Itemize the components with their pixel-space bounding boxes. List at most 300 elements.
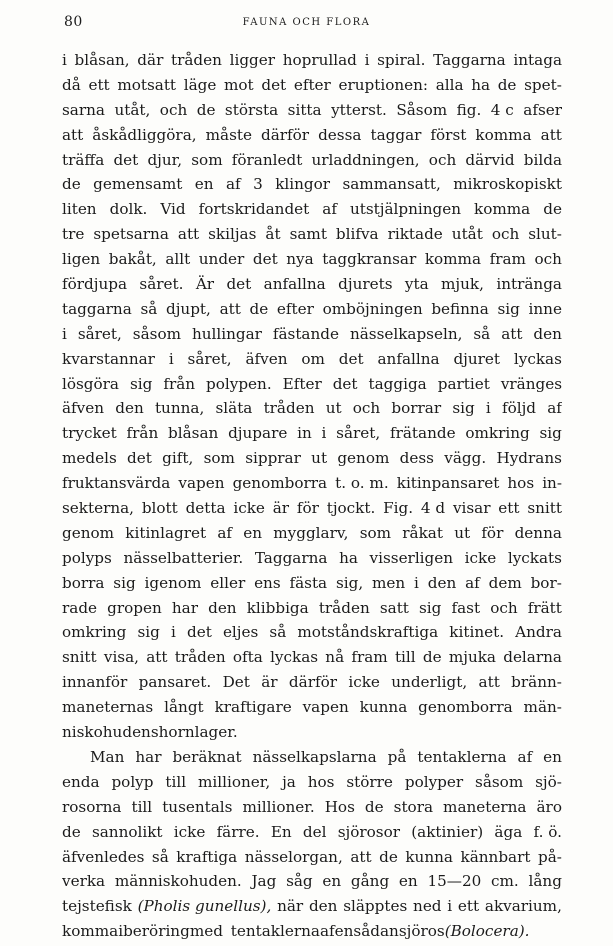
word: utåt (451, 225, 483, 244)
word: för (296, 499, 319, 518)
word: till (131, 797, 153, 816)
word: åt (265, 225, 281, 244)
word: sig, (335, 573, 364, 592)
word: kitinlagret (125, 523, 207, 542)
text-line (62, 123, 562, 148)
word: rosorna (62, 797, 122, 816)
word: måste (205, 125, 252, 144)
word: i (447, 897, 453, 916)
word: i (171, 623, 176, 642)
word: rade (62, 598, 98, 617)
word: vapen (302, 698, 349, 717)
word: allt (165, 250, 191, 269)
word: beröring (123, 922, 190, 941)
word: släta (215, 399, 253, 418)
text-line (62, 222, 562, 247)
word: utstjälpningen (349, 200, 461, 219)
word: och (491, 225, 520, 244)
word: ned (413, 897, 442, 916)
word: tråden (263, 399, 315, 418)
word: djupare (228, 424, 288, 443)
text-line (62, 496, 562, 521)
word: fig. (456, 100, 482, 119)
word: råkat (402, 523, 443, 542)
word: är (272, 499, 290, 518)
word: äro (536, 797, 562, 816)
word: såret, (77, 324, 122, 343)
word: akvarium, (484, 897, 562, 916)
word: äfven (245, 349, 288, 368)
text-line (62, 869, 562, 894)
word: motståndskraftiga (297, 623, 439, 642)
word: skiljas (208, 225, 257, 244)
word: frätt (527, 598, 562, 617)
word: f. ö. (533, 822, 562, 841)
italic-word: (Bolocera). (444, 922, 530, 941)
word: riktade (387, 225, 443, 244)
word: såret, (187, 349, 232, 368)
word: bränn- (511, 673, 562, 692)
word: att (540, 125, 562, 144)
word: blott (141, 499, 178, 518)
word: eljes (222, 623, 259, 642)
word: sipprar (245, 449, 301, 468)
text-line (62, 247, 562, 272)
word: polyps (62, 548, 112, 567)
word: det (252, 250, 278, 269)
word: in (297, 424, 312, 443)
word: Såsom (396, 100, 448, 119)
word: blåsan, (74, 51, 130, 69)
word: motsatt (117, 75, 177, 94)
word: att (219, 299, 241, 318)
word: hos (307, 772, 335, 791)
word: kvarstannar (62, 349, 155, 368)
running-head: FAUNA OCH FLORA (242, 17, 371, 28)
word: på (387, 747, 407, 766)
word: millioner, (197, 772, 271, 791)
word: trycket (62, 424, 117, 443)
text-line (62, 596, 562, 621)
word: såsom (132, 324, 181, 343)
word: de (497, 75, 517, 94)
word: det (261, 75, 287, 94)
word: äga (494, 822, 523, 841)
word: ligger (229, 51, 276, 69)
word: fram (489, 250, 526, 269)
word: det (338, 349, 364, 368)
word: äfvenledes (62, 847, 145, 866)
word: större (346, 772, 393, 791)
italic-word: (Pholis gunellus), (137, 897, 272, 916)
word: träffa (62, 150, 105, 169)
text-line (62, 720, 562, 745)
word: taggkransar (322, 250, 417, 269)
word: såret, (336, 424, 381, 443)
text-line (62, 372, 562, 397)
word: polyp (111, 772, 154, 791)
word: underligt, (391, 673, 468, 692)
word: har (135, 747, 162, 766)
word: sig (497, 299, 520, 318)
word: Är (195, 275, 215, 294)
word: färre. (216, 822, 260, 841)
word: och (490, 598, 518, 617)
word: pansaret. (138, 673, 212, 692)
word: tråden (171, 51, 222, 69)
word: läge (183, 75, 217, 94)
word: de (364, 797, 384, 816)
word: lyckas (513, 349, 562, 368)
word: inträngа (496, 275, 562, 294)
word: sekterna, (62, 499, 134, 518)
word: hoprullad (282, 51, 357, 69)
word: Man (90, 747, 125, 766)
word: alla (435, 75, 464, 94)
word: i (62, 324, 67, 343)
word: befinna (431, 299, 489, 318)
word: om (301, 349, 325, 368)
word: ett (457, 897, 480, 916)
word: vapen (178, 474, 225, 493)
word: af (465, 573, 480, 592)
word: intaga (513, 51, 562, 69)
text-line (62, 172, 562, 197)
word: mot (224, 75, 254, 94)
word: igenom (144, 573, 202, 592)
word: under (198, 250, 245, 269)
word: visar (452, 499, 491, 518)
word: att (478, 673, 500, 692)
text-line (62, 546, 562, 571)
word: nå (325, 648, 345, 667)
word: i (62, 51, 67, 69)
word: blåsan (168, 424, 219, 443)
text-line (62, 396, 562, 421)
word: från (163, 374, 196, 393)
word: ligen (62, 250, 101, 269)
word: in- (542, 474, 562, 493)
word: nässelorgan, (244, 847, 343, 866)
word: kitinpansaret (396, 474, 500, 493)
word: att (350, 847, 372, 866)
word: så (269, 623, 287, 642)
word: klingor (275, 175, 331, 194)
word: till (165, 772, 187, 791)
word: och (534, 250, 562, 269)
text-line (62, 347, 562, 372)
word: gång (350, 872, 390, 891)
word: stora (393, 797, 434, 816)
word: dem (488, 573, 522, 592)
word: hullingar (191, 324, 262, 343)
word: en (543, 747, 562, 766)
text-line (62, 48, 562, 73)
word: frätande (389, 424, 456, 443)
word: gemensamt (93, 175, 183, 194)
word: lyckas (270, 648, 319, 667)
word: sjö- (535, 772, 562, 791)
word: ytterst. (331, 100, 387, 119)
word: är (261, 673, 278, 692)
word: verka (62, 872, 106, 891)
word: därför (260, 125, 310, 144)
word: anfallna (263, 275, 326, 294)
text-line (62, 845, 562, 870)
word: Taggarna (254, 548, 328, 567)
word: tråden (318, 598, 370, 617)
word: af (547, 399, 562, 418)
word: en (243, 523, 263, 542)
text-line (62, 745, 562, 770)
word: föranledt (231, 150, 303, 169)
word: en (194, 175, 214, 194)
paragraph (62, 48, 562, 745)
word: cm. (491, 872, 519, 891)
word: på- (538, 847, 562, 866)
word: först (430, 125, 467, 144)
word: tre (62, 225, 85, 244)
word: icke (464, 548, 497, 567)
text-line (62, 695, 562, 720)
word: urladdningen, (311, 150, 420, 169)
word: för (481, 523, 504, 542)
word: nässelkapseln, (349, 324, 463, 343)
word: vränges (500, 374, 562, 393)
text-line (62, 421, 562, 446)
word: en (322, 872, 342, 891)
word: fram (351, 648, 388, 667)
word: så (140, 299, 158, 318)
word: lång (528, 872, 562, 891)
word: de (62, 822, 81, 841)
word: de (196, 100, 216, 119)
word: därvid (465, 150, 515, 169)
word: komma (62, 922, 119, 941)
text-line (62, 894, 562, 919)
word: att (177, 225, 200, 244)
word: de (543, 200, 562, 219)
word: omkring (62, 623, 127, 642)
word: liten (62, 200, 97, 219)
word: taggarna (62, 299, 132, 318)
word: efter (293, 75, 331, 94)
word: Hos (324, 797, 355, 816)
word: medels (62, 449, 117, 468)
word: djuret (453, 349, 501, 368)
word: 4 d (420, 499, 446, 518)
word: äfven (62, 399, 105, 418)
word: inne (528, 299, 562, 318)
text-line (62, 620, 562, 645)
word: maneterna (443, 797, 527, 816)
word: borrar (391, 399, 442, 418)
word: ut (311, 449, 328, 468)
word: niskohudens (62, 723, 159, 742)
word: fruktansvärda (62, 474, 171, 493)
word: från (126, 424, 159, 443)
word: fast (451, 598, 481, 617)
word: spet- (524, 75, 562, 94)
word: ens (254, 573, 281, 592)
word: nya (286, 250, 314, 269)
word: taggar (370, 125, 422, 144)
word: i (321, 424, 327, 443)
word: sammansatt, (342, 175, 441, 194)
word: samt (289, 225, 327, 244)
text-line (62, 795, 562, 820)
word: då (62, 75, 81, 94)
word: de (379, 847, 398, 866)
word: till (394, 648, 416, 667)
word: taggiga (368, 374, 427, 393)
word: sig (137, 623, 160, 642)
word: partiet (437, 374, 490, 393)
word: sig (113, 573, 136, 592)
word: yta (404, 275, 429, 294)
word: visa, (103, 648, 139, 667)
word: kunna (405, 847, 453, 866)
word: när (277, 897, 304, 916)
word: och (428, 150, 457, 169)
word: män- (523, 698, 562, 717)
word: mygglarv, (273, 523, 349, 542)
word: fästa (289, 573, 328, 592)
word: tentaklerna (417, 747, 507, 766)
word: de (62, 175, 81, 194)
word: genom (62, 523, 115, 542)
word: 3 (253, 175, 263, 194)
word: fördjupa (62, 275, 128, 294)
word: snitt (62, 648, 97, 667)
word: att (146, 648, 168, 667)
text-line (62, 471, 562, 496)
paragraph (62, 745, 562, 944)
word: men (372, 573, 406, 592)
word: tunna, (154, 399, 205, 418)
word: bilda (523, 150, 562, 169)
text-line (62, 297, 562, 322)
word: fästande (272, 324, 339, 343)
word: där (137, 51, 164, 69)
word: tråden (174, 648, 226, 667)
word: dolk. (109, 200, 148, 219)
word: tejstefisk (62, 897, 132, 916)
word: ofta (232, 648, 263, 667)
word: ett (498, 499, 520, 518)
word: det (186, 623, 212, 642)
word: som (359, 523, 392, 542)
word: 4 c (490, 100, 514, 119)
word: ja (282, 772, 296, 791)
word: såsom (475, 772, 524, 791)
word: och (159, 100, 188, 119)
word: sjörosor (337, 822, 400, 841)
word: af (319, 922, 335, 941)
word: beräknat (172, 747, 242, 766)
word: med tentaklerna (189, 922, 320, 941)
word: mjuk, (441, 275, 484, 294)
word: gift, (162, 449, 194, 468)
word: millioner. (242, 797, 315, 816)
word: polyper (404, 772, 464, 791)
word: åskådliggöra, (92, 125, 197, 144)
word: bakåt, (108, 250, 157, 269)
word: bor- (530, 573, 562, 592)
word: del (302, 822, 327, 841)
text-line (62, 670, 562, 695)
word: tusentals (162, 797, 233, 816)
word: Jag (251, 872, 277, 891)
word: satt (379, 598, 409, 617)
word: sarna (62, 100, 105, 119)
word: kitinet. (449, 623, 505, 642)
word: såg (286, 872, 313, 891)
word: eller (210, 573, 246, 592)
word: såret. (139, 275, 184, 294)
word: i (168, 349, 174, 368)
word: enda (62, 772, 100, 791)
word: den (308, 897, 338, 916)
word: snitt (527, 499, 562, 518)
word: djur, (147, 150, 183, 169)
word: icke (173, 822, 206, 841)
word: de (422, 648, 442, 667)
word: största (224, 100, 279, 119)
word: i (414, 573, 419, 592)
text-line (62, 770, 562, 795)
word: sig (539, 424, 562, 443)
word: komma (474, 200, 531, 219)
word: det (127, 449, 152, 468)
word: ha (339, 548, 358, 567)
word: så (151, 847, 169, 866)
word: Hydrans (496, 449, 562, 468)
word: anfallna (377, 349, 440, 368)
word: så (473, 324, 491, 343)
word: omböjningen (322, 299, 423, 318)
word: eruptionen: (338, 75, 429, 94)
word: det (332, 374, 358, 393)
word: omkring (465, 424, 530, 443)
word: kraftiga (176, 847, 238, 866)
word: den (115, 399, 144, 418)
word: efter (276, 299, 314, 318)
word: detta (185, 499, 226, 518)
text-line (62, 521, 562, 546)
word: borra (62, 573, 105, 592)
word: klibbiga (246, 598, 309, 617)
word: lyckats (507, 548, 562, 567)
word: sig (129, 374, 153, 393)
text-line (62, 98, 562, 123)
word: af (217, 523, 232, 542)
word: djurets (338, 275, 393, 294)
word: mikroskopiskt (453, 175, 562, 194)
word: En (270, 822, 292, 841)
word: genom (337, 449, 390, 468)
word: att (501, 324, 523, 343)
word: en (398, 872, 418, 891)
word: ha (471, 75, 491, 94)
word: Efter (282, 374, 322, 393)
word: af (517, 747, 533, 766)
word: det (113, 150, 139, 169)
word: ett (88, 75, 110, 94)
word: hos (507, 474, 535, 493)
word: en (334, 922, 354, 941)
word: spetsarna (93, 225, 169, 244)
